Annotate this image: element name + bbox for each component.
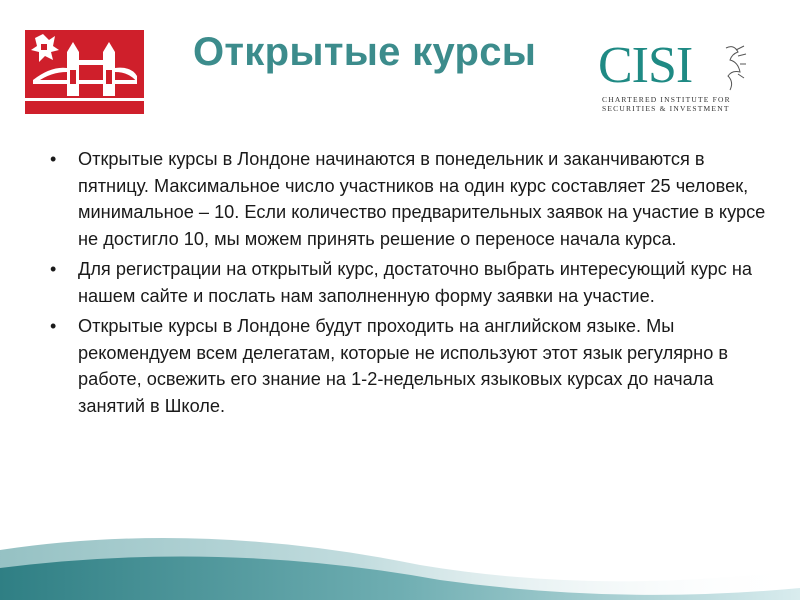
bullet-icon: • xyxy=(50,316,57,336)
bullet-list xyxy=(46,146,766,423)
bullet-item xyxy=(46,146,766,252)
bullet-text: Открытые курсы в Лондоне будут проходить на английском языке. Мы рекомендуем всем делегатам, которые не используют этот язык регулярно в работе, освежить его знание на 1-2-недельных языковых курсах до начала занятий в Школе. xyxy=(78,316,729,416)
bullet-text: Открытые курсы в Лондоне начинаются в понедельник и заканчиваются в пятницу. Максимальное число участников на один курс составляет 25 человек, минимальное – 10. Если количество предварительных заявок на участие в курсе не достигло 10, мы можем принять решение о переносе начала курса. xyxy=(78,149,766,249)
cisi-subtitle-line2: SECURITIES & INVESTMENT xyxy=(602,104,730,113)
bullet-text: Для регистрации на открытый курс, достаточно выбрать интересующий курс на нашем сайте и послать нам заполненную форму заявки на участие. xyxy=(78,259,753,306)
decorative-wave xyxy=(0,510,800,600)
bullet-item xyxy=(46,256,766,309)
bullet-icon: • xyxy=(50,149,57,169)
cisi-subtitle-line1: CHARTERED INSTITUTE FOR xyxy=(602,95,731,104)
griffin-icon xyxy=(718,42,748,92)
bullet-item xyxy=(46,313,766,419)
tower-bridge-icon xyxy=(25,30,144,114)
page-title: Открытые курсы xyxy=(193,30,537,74)
london-bridge-logo xyxy=(25,30,144,114)
cisi-wordmark: CISI xyxy=(598,37,693,94)
cisi-logo xyxy=(598,37,758,120)
cisi-subtitle xyxy=(602,95,731,113)
bullet-icon: • xyxy=(50,259,57,279)
